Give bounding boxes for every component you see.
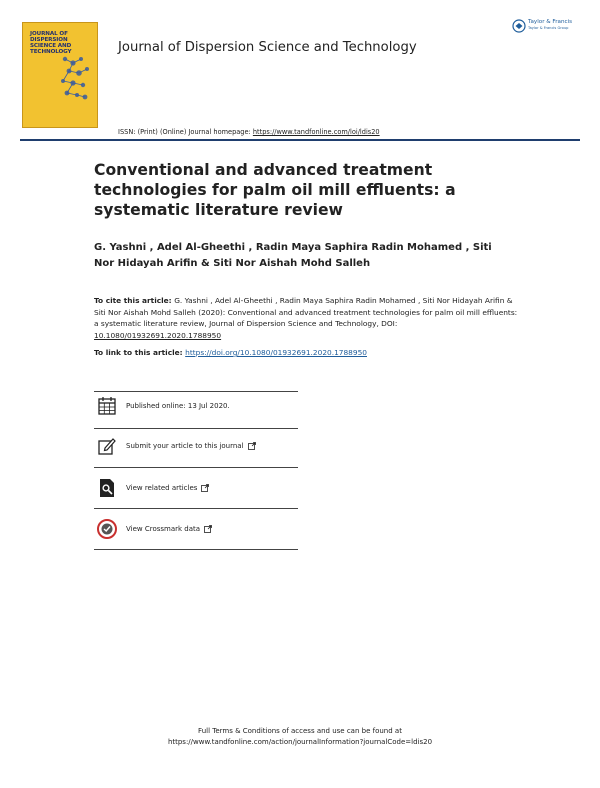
cover-title: JOURNAL OF DISPERSION SCIENCE AND TECHNOLOGY [30, 31, 72, 55]
crossmark-label: View Crossmark data [126, 525, 212, 533]
action-divider [94, 467, 298, 468]
crossmark-link[interactable] [96, 518, 296, 540]
related-articles-label: View related articles [126, 484, 209, 492]
footer-terms-link[interactable]: https://www.tandfonline.com/action/journalInformation?journalCode=ldis20 [167, 738, 433, 746]
calendar-icon [96, 395, 118, 417]
issn-line [118, 128, 380, 136]
external-link-icon [201, 484, 209, 492]
published-online-label: Published online: 13 Jul 2020. [126, 402, 230, 410]
action-divider [94, 508, 298, 509]
edit-icon [96, 435, 118, 457]
article-authors: G. Yashni , Adel Al-Gheethi , Radin Maya Saphira Radin Mohamed , Siti Nor Hidayah Arifin & Siti Nor Aishah Mohd Salleh [94, 242, 492, 269]
publisher-logo-text: Taylor & Francis [528, 19, 573, 25]
taylor-francis-logo-icon [512, 19, 526, 33]
action-divider [94, 391, 298, 392]
external-link-icon [204, 525, 212, 533]
publisher-logo-subtext: Taylor & Francis Group [528, 26, 569, 30]
citation-block [94, 295, 524, 341]
crossmark-icon [96, 518, 118, 540]
citation-label: To cite this article: [94, 296, 175, 305]
external-link-icon [248, 442, 256, 450]
article-link-line [94, 348, 367, 357]
article-title: Conventional and advanced treatment technologies for palm oil mill effluents: a systematic literature review [94, 161, 456, 219]
citation-doi-link[interactable]: 10.1080/01932691.2020.1788950 [94, 330, 222, 340]
submit-article-link[interactable] [96, 435, 296, 457]
article-link-label: To link to this article: [94, 348, 186, 357]
journal-title: Journal of Dispersion Science and Technology [118, 40, 417, 55]
footer [0, 726, 600, 748]
article-doi-url[interactable]: https://doi.org/10.1080/01932691.2020.1788950 [185, 348, 367, 357]
action-divider [94, 549, 298, 550]
header-divider [20, 139, 580, 141]
footer-terms-text: Full Terms & Conditions of access and use can be found at [198, 727, 402, 735]
related-search-icon [96, 477, 118, 499]
journal-cover-image [22, 22, 98, 128]
action-divider [94, 428, 298, 429]
publisher-logo [512, 18, 592, 36]
related-articles-link[interactable] [96, 477, 296, 499]
journal-homepage-link[interactable]: https://www.tandfonline.com/loi/ldis20 [252, 128, 380, 136]
submit-article-label: Submit your article to this journal [126, 442, 256, 450]
issn-label: ISSN: (Print) (Online) Journal homepage: [118, 128, 253, 136]
cover-molecule-art [55, 53, 95, 113]
published-online-row [96, 395, 296, 417]
citation-text: G. Yashni , Adel Al-Gheethi , Radin Maya Saphira Radin Mohamed , Siti Nor Hidayah Arifin & Siti Nor Aishah Mohd Salleh (2020): Conventional and advanced treatment technologies for palm oil mill effluents: a systematic literature review, Journal of Dispersion Science and Technology, DOI: [94, 296, 518, 328]
